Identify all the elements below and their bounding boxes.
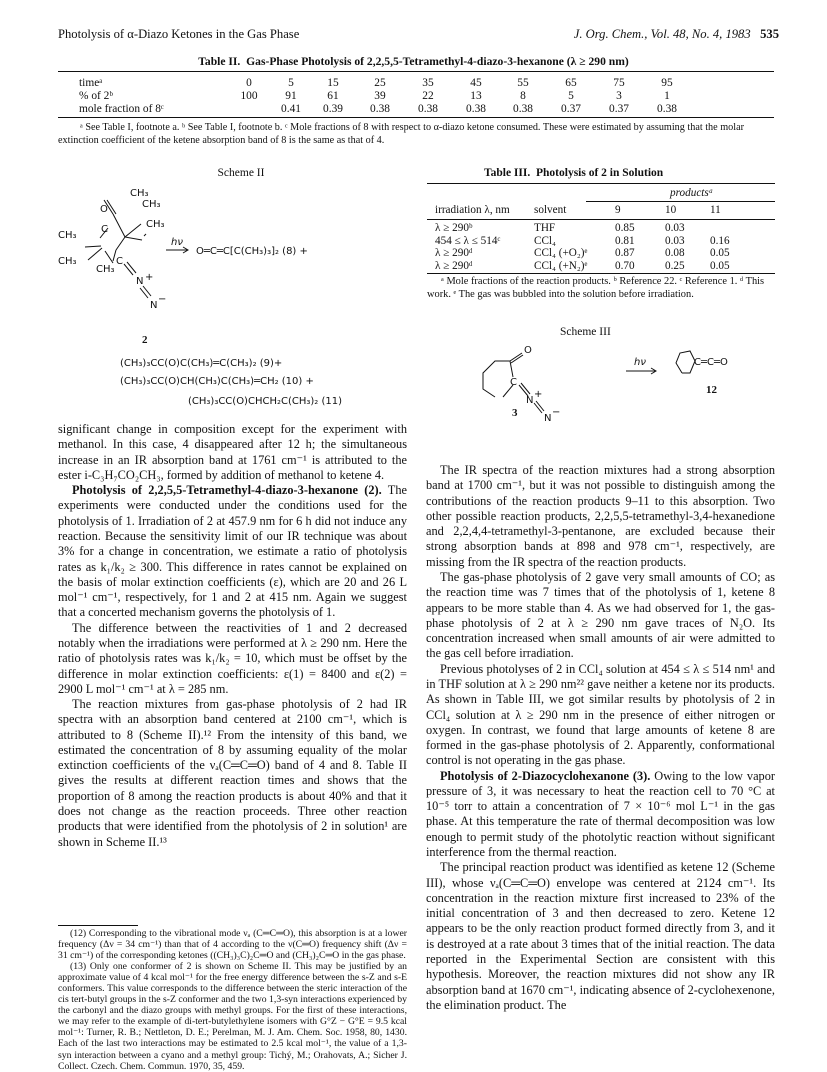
table2-cell: 22 [422,90,434,102]
section-heading-compound-3: Photolysis of 2-Diazocyclohexanone (3). [440,768,651,783]
table3-cell: λ ≥ 290ᵇ [435,222,473,234]
table3-column-header: 11 [710,204,721,216]
table2-cell: 5 [288,77,294,89]
scheme3-nitrogen: N [544,413,552,421]
table3-cell: 0.70 [615,259,635,272]
table3-cell: λ ≥ 290ᵈ [435,259,473,272]
table3-cell: 0.87 [615,247,635,259]
scheme2-charge-plus: + [145,272,154,283]
table3-products-rule [586,201,775,202]
running-header [58,27,779,43]
scheme2-bond [125,224,141,237]
scheme2-product-8: O═C═C[C(CH₃)₃]₂ (8) + [196,246,308,257]
scheme2-product-9: (CH₃)₃CC(O)C(CH₃)═C(CH₃)₂ (9)+ [120,358,283,369]
table2-cell: 8 [520,90,526,102]
scheme2-bond [85,246,101,247]
table2-cell: 0.37 [609,103,629,115]
table3-cell: CCl₄ (+N₂)ᵉ [534,259,588,272]
left-paragraph-3: The difference between the reactivities of 1 and 2 decreased notably when the irradiations were performed at λ ≥ 290 nm. Here the ratio of photolysis rates was k₁/k₂ = 10, which must be offset by the difference in molar extinction coefficients: ε(1) = 8400 and ε(2) = 2900 L mol⁻¹ cm⁻¹ at λ = 285 nm. [58,620,407,696]
left-paragraph-1: significant change in composition except for the experiment with methanol. In this case, 4 disappeared after 12 h; the simultaneous increase in an IR absorption band at 1761 cm⁻¹ is attributed to the ester i-C₃H₇CO₂CH₃, formed by addition of methanol to ketene 4. [58,422,407,482]
scheme2-compound-label: 2 [142,334,148,346]
table3-cell: 0.05 [710,247,730,259]
footnote-13: (13) Only one conformer of 2 is shown on Scheme II. This may be justified by an approximate value of 4 kcal mol⁻¹ for the free energy difference between the s-Z and s-E conformers. This value corresponds to the difference between the steric interaction of the cis tert-butyl groups in the s-Z conformer and the two 1,3-syn interactions experienced by the carbonyl and the diazo groups with methyl groups. For the first of these interactions, we may refer to the example of di-tert-butylethylene isomers with G°Z − G°E = 9.5 kcal mol⁻¹: Turner, R. B.; Nettleton, D. E.; Perelman, M. J. Am. Chem. Soc. 1958, 80, 1430. Each of the last two interactions may be estimated to 2.5 kcal mol⁻¹, the value of a 1,3-syn interaction between a cyano and a methyl group: Tichý, M.; Orahovats, A.; Sicher J. Collect. Czech. Chem. Commun. 1970, 35, 459. [58,961,407,1072]
table2-cell: 75 [613,77,625,89]
table2-row-label: % of 2ᵇ [79,90,113,102]
scheme2-ch3: CH₃ [58,256,77,267]
scheme3-ketene: C═C═O [694,357,728,368]
right-paragraph-4 [426,769,775,861]
footnote-12: (12) Corresponding to the vibrational mode νₐ (C═C═O), this absorption is at a lower frequency (Δν = 34 cm⁻¹) than that of 4 according to the ν(C═O) frequency shift (Δν = 31 cm⁻¹) of the corresponding ketones ((CH₃)₃C)₂C═O and (CH₃)₂C═O in the gas phase. [58,928,407,962]
table3-cell: 0.05 [710,259,730,272]
table3-column-header: solvent [534,204,567,216]
scheme3-bond [534,403,542,413]
table2-cell: 0.38 [466,103,486,115]
scheme2-carbon: C [101,224,108,235]
right-paragraph-1: The IR spectra of the reaction mixtures had a strong absorption band at 1700 cm⁻¹, but it was not possible to distinguish among the contributions of the reaction products 9–11 to this absorption. Two other possible reaction products, 2,2,5,5-tetramethyl-3,4-hexanedione and 2,2,4,4-tetramethyl-3-pentanone, are excluded because their strong absorption bands at 898 and 978 cm⁻¹, respectively, are missing from the IR spectra of the reaction products. [426,463,775,569]
scheme2-hv: hν [171,237,183,248]
table2-cell: 3 [616,90,622,102]
scheme2-bond [124,264,133,275]
scheme3-oxygen: O [524,345,532,356]
table2-cell: 45 [470,77,482,89]
table2-cell: 0.38 [418,103,438,115]
scheme2-product-10: (CH₃)₃CC(O)CH(CH₃)C(CH₃)═CH₂ (10) + [120,376,314,387]
table3-cell: 0.03 [665,222,685,234]
scheme2-nitrogen: N [136,276,144,287]
table3-bottom-rule [427,273,775,274]
table2-cell: 61 [327,90,339,102]
table2-cell: 100 [240,90,258,102]
scheme2-ch3: CH₃ [96,264,115,275]
table3-top-rule [427,183,775,184]
section-heading-compound-2: Photolysis of 2,2,5,5-Tetramethyl-4-diazo-3-hexanone (2). [72,483,382,498]
scheme2-bond [116,237,125,250]
left-column [58,422,407,850]
table2-cell: 5 [568,90,574,102]
table2-bottom-rule [58,117,774,118]
scheme2-title: Scheme II [217,167,265,179]
scheme2-charge-minus: − [158,294,167,305]
table2-title: Gas-Phase Photolysis of 2,2,5,5-Tetramethyl-4-diazo-3-hexanone (λ ≥ 290 nm) [246,55,629,68]
scheme3-product-ring [676,351,695,373]
table3-row [427,222,772,234]
table3-header-row [427,204,772,216]
table2-cell: 15 [327,77,339,89]
table3-title: Photolysis of 2 in Solution [536,167,664,179]
table3-cell: λ ≥ 290ᵈ [435,247,473,259]
table3-caption [484,167,663,179]
scheme2-bond [105,251,113,263]
table2-cell: 25 [374,77,386,89]
table2-cell: 0.39 [323,103,343,115]
left-paragraph-2-text: The experiments were conducted under the conditions used for the photolysis of 1. Irradiation of 2 at 457.9 nm for 6 h did not induce any reaction. Because the sensitivity limit of our IR technique was about 3% for a change in concentration, we estimate a ratio of photolysis rates as k₁/k₂ ≥ 300. This difference in rates cannot be explained on the basis of molar extinction coefficients (ε), which are 20 and 26 L mol⁻¹ cm⁻¹, respectively, for 1 and 2 at 415 nm. Again we suggest that a concerted mechanism governs the photolysis of 1. [58,483,407,620]
scheme3-nitrogen: N [526,395,534,406]
table3-header-rule [427,219,775,220]
table3-footnote: ᵃ Mole fractions of the reaction products. ᵇ Reference 22. ᶜ Reference 1. ᵈ This work. ᵉ The gas was bubbled into the solution before irradiation. [427,276,765,300]
table2-cell: 95 [661,77,673,89]
table3-cell: 0.03 [665,234,685,247]
table2-cell: 0.38 [657,103,677,115]
scheme2-bond [143,286,151,296]
scheme2-bond [140,288,148,298]
table2-cell: 0.37 [561,103,581,115]
footnotes [58,928,407,1072]
scheme2-ch3: CH₃ [58,230,77,241]
table3-cell: 0.81 [615,234,635,247]
scheme3-charge-minus: − [552,407,561,418]
table3-cell: THF [534,222,556,234]
table2-cell: 91 [285,90,297,102]
table2-cell: 39 [374,90,386,102]
scheme3-title: Scheme III [560,326,611,338]
scheme2-bond [125,237,142,240]
table2-label: Table II. [198,55,241,68]
header-title: Photolysis of α-Diazo Ketones in the Gas Phase [58,27,300,41]
scheme2-nitrogen: N [150,300,158,311]
table3-cell: CCl₄ [534,234,556,247]
scheme2-ch3: CH₃ [146,219,165,230]
right-paragraph-4-text: Owing to the low vapor pressure of 3, it was necessary to heat the reaction cell to 70 °C at 10⁻⁵ torr to attain a concentration of 7 × 10⁻⁶ mol L⁻¹ in the gas phase. At this temperature the rate of thermal decomposition was low enough to permit study of the photolytic reaction without significant interference from the thermal reaction. [426,768,775,860]
scheme2-product-11: (CH₃)₃CC(O)CHCH₂C(CH₃)₂ (11) [188,396,342,407]
scheme3-bond [536,401,544,411]
table3-cell: 454 ≤ λ ≤ 514ᶜ [435,234,501,247]
table3-column-header: 9 [615,204,621,216]
table3-cell: CCl₄ (+O₂)ᵉ [534,247,588,259]
scheme3-product-label: 12 [706,384,717,396]
table3-cell: 0.16 [710,234,730,247]
table3-products-header-row [427,187,772,199]
scheme3-ring [483,361,510,397]
table3-label: Table III. [484,167,531,179]
table3-cell: 0.85 [615,222,635,234]
table2-cell: 0.38 [513,103,533,115]
table2-row-label: mole fraction of 8ᶜ [79,103,164,115]
header-journal-info [574,27,779,42]
scheme2-oxygen: O [100,204,108,215]
right-paragraph-2: The gas-phase photolysis of 2 gave very small amounts of CO; as the reaction time was 7 times that of the photolysis of 1, ketene 8 appears to be more stable than 4. As we had observed for 1, the gas-phase photolysis of 2 at λ ≥ 290 nm gave traces of N₂O. Its concentration increased when small amounts of air were admitted to the gas cell before irradiation. [426,569,775,661]
footnote-rule [58,925,138,926]
table3-cell: 0.08 [665,247,685,259]
table3-column-header: irradiation λ, nm [435,204,510,216]
scheme3-compound-label: 3 [512,407,518,419]
header-journal: J. Org. Chem., Vol. 48, No. 4, 1983 [573,27,751,41]
table3-row [427,247,772,259]
left-paragraph-4: The reaction mixtures from gas-phase photolysis of 2 had IR spectra with an absorption band centered at 2100 cm⁻¹, which is attributed to 8 (Scheme II).¹² From the intensity of this band, we estimated the concentration of 8 by assuming equality of the molar extinction coefficients of the νₐ(C═C═O) band of 4 and 8. Table II gives the results at different reaction times and shows that the proportion of 8 among the reaction products is about 40% and that it does not change as the reaction proceeds. Three other reaction products that were identified from the photolysis of 2 in solution¹ are shown in Scheme II.¹³ [58,697,407,849]
table2-footnote: ᵃ See Table I, footnote a. ᵇ See Table I, footnote b. ᶜ Mole fractions of 8 with respect to α-diazo ketone consumed. These were estimated by assuming that the molar extinction coefficient of the ketene absorption band of 8 is the same as that of 4. [58,122,744,146]
table2-cell: 13 [470,90,482,102]
table2-row-label: timeᵃ [79,77,103,89]
left-paragraph-2 [58,483,407,621]
table3-row [427,235,772,247]
table2-cell: 65 [565,77,577,89]
table2-cell: 0 [246,77,252,89]
scheme3-charge-plus: + [534,389,543,400]
table2-caption [0,55,827,68]
table2-cell: 0.38 [370,103,390,115]
scheme2-diagram [56,180,416,360]
table2-cell: 0.41 [281,103,301,115]
scheme2-bond [127,262,136,273]
table3-row [427,260,772,272]
scheme2-bond [144,234,146,236]
scheme3-hv: hν [634,357,646,368]
table2-cell: 1 [664,90,670,102]
table3-column-header: 10 [665,204,677,216]
table3-cell: 0.25 [665,259,685,272]
right-paragraph-5: The principal reaction product was identified as ketene 12 (Scheme III), whose νₐ(C═C═O) envelope was centered at 2124 cm⁻¹. Its concentration in the reaction mixture first increased to 23% of the initial concentration of 3 and then decreased to zero. Ketene 12 appears to be the only reaction product formed directly from 3, and it is destroyed at a rate about 3 times that of the initial reaction. The data reported in the Experimental Section are consistent with this hypothesis. Moreover, the reaction mixtures did not show any IR absorption band at 1670 cm⁻¹, indicating absence of 2-cyclohexenone, the elimination product. The [426,860,775,1012]
table2-cell: 35 [422,77,434,89]
table2-top-rule [58,71,774,72]
scheme2-bond [113,214,125,237]
scheme3-carbon: C [510,377,517,388]
scheme2-ch3: CH₃ [130,188,149,199]
scheme3-bond [510,361,513,377]
header-page-number: 535 [760,27,779,41]
table2-cell: 55 [517,77,529,89]
scheme2-bond [88,248,102,260]
table3-products-header: productsᵃ [670,187,714,199]
right-paragraph-3: Previous photolyses of 2 in CCl₄ solution at 454 ≤ λ ≤ 514 nm¹ and in THF solution at λ ≥ 290 nm²² gave neither a ketene nor its products. As shown in Table III, we got similar results by photolysis of 2 in CCl₄ solution at λ ≥ 290 nm in the presence of either nitrogen or oxygen. In contrast, we found that large amounts of ketene 8 are formed in the gas-phase photolysis of 2. Apparently, conformational control is not operating in the gas phase. [426,661,775,768]
right-column [426,463,775,1013]
scheme2-carbon: C [116,256,123,267]
scheme2-ch3: CH₃ [142,199,161,210]
